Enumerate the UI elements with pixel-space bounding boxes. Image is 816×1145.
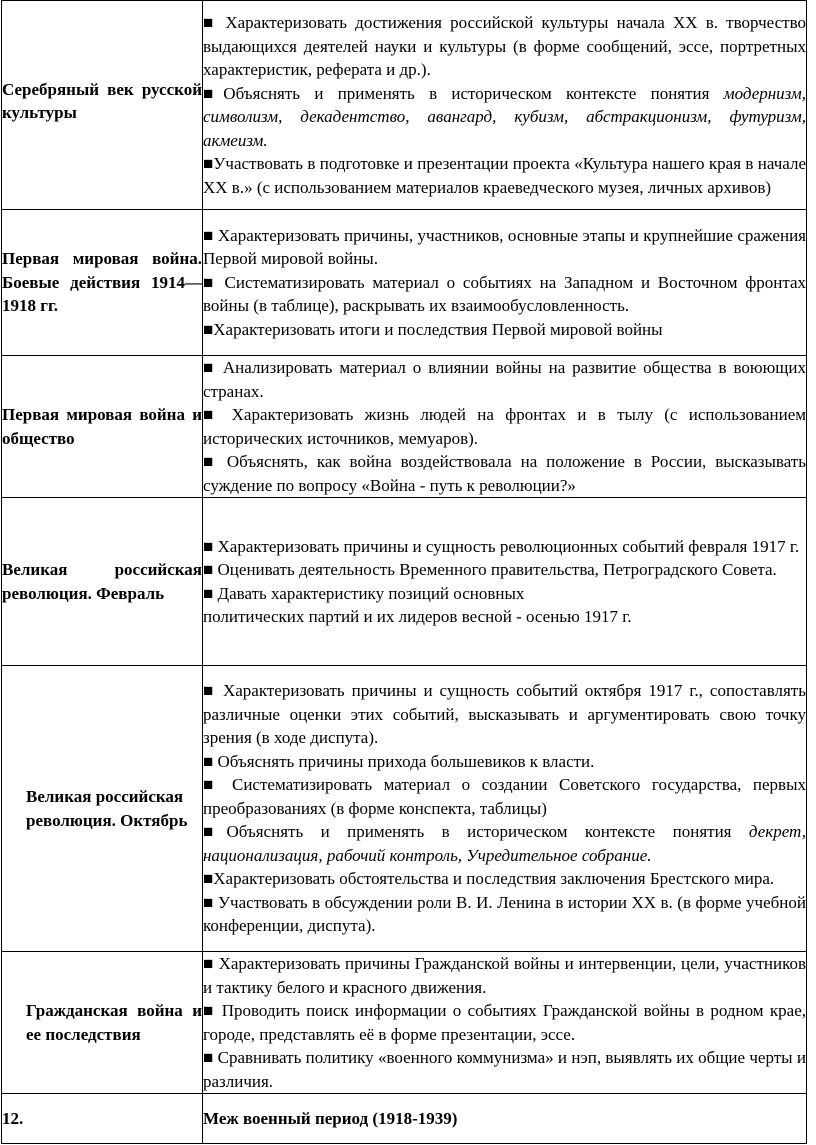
outcome-item: ■Характеризовать обстоятельства и последствия заключения Брестского мира.	[203, 869, 775, 889]
table-row	[2, 356, 807, 498]
outcomes-cell	[203, 666, 807, 952]
outcome-item: ■ Объяснять причины прихода большевиков к власти.	[203, 751, 595, 771]
outcomes-cell	[203, 952, 807, 1094]
outcome-item: ■Характеризовать итоги и последствия Первой мировой войны	[203, 319, 663, 339]
topic-cell	[2, 1, 203, 210]
outcome-item: ■ Оценивать деятельность Временного правительства, Петроградского Совета.	[203, 560, 777, 579]
outcome-item: ■ Характеризовать причины Гражданской войны и интервенции, цели, участников и тактику белого и красного движения.	[203, 954, 806, 997]
outcome-item: ■Объяснять и применять в историческом контексте понятия модернизм, символизм, декадентство, авангард, кубизм, абстракционизм, футуризм, акмеизм.	[203, 83, 806, 150]
topic-cell	[2, 498, 203, 666]
outcome-item: ■ Характеризовать достижения российской культуры начала XX в. творчество выдающихся деятелей науки и культуры (в форме сообщений, эссе, портретных характеристик, реферата и др.).	[203, 13, 806, 79]
topic-label-text: Великая российская революция. Октябрь	[26, 787, 188, 830]
outcome-item: политических партий и их лидеров весной - осенью 1917 г.	[203, 607, 632, 626]
topic-label-text: Гражданская война и ее последствия	[26, 1001, 202, 1044]
outcome-item: ■ Объяснять, как война воздействовала на положение в России, высказывать суждение по вопросу «Война - путь к революции?»	[203, 452, 806, 495]
topic-label	[2, 785, 202, 832]
topic-cell	[2, 356, 203, 498]
outcome-item: ■ Систематизировать материал о событиях на Западном и Восточном фронтах войны (в таблице), раскрывать их взаимообусловленность.	[203, 272, 806, 316]
topic-label: Первая мировая война. Боевые действия 1914—1918 гг.	[2, 249, 202, 316]
topic-cell	[2, 952, 203, 1094]
section-title: Меж военный период (1918-1939)	[203, 1094, 807, 1144]
table-row	[2, 952, 807, 1094]
topic-label: Серебряный век русской культуры	[2, 79, 202, 122]
topic-label: Великая российская революция. Февраль	[2, 560, 202, 603]
outcomes-cell	[203, 1, 807, 210]
outcome-item: ■ Давать характеристику позиций основных	[203, 583, 525, 603]
table-row	[2, 498, 807, 666]
outcome-item: ■ Систематизировать материал о создании Советского государства, первых преобразованиях (в форме конспекта, таблицы)	[203, 775, 806, 818]
outcomes-cell	[203, 498, 807, 666]
topic-cell	[2, 210, 203, 356]
outcome-item: ■ Проводить поиск информации о событиях Гражданской войны в родном крае, городе, представлять её в форме презентации, эссе.	[203, 1001, 806, 1044]
table-row	[2, 210, 807, 356]
outcome-item: ■ Участвовать в обсуждении роли В. И. Ленина в истории XX в. (в форме учебной конференции, диспута).	[203, 892, 806, 936]
section-number: 12.	[2, 1094, 203, 1144]
outcome-item: ■ Анализировать материал о влиянии войны на развитие общества в воюющих странах.	[203, 358, 806, 401]
outcome-item: ■ Характеризовать причины и сущность революционных событий февраля 1917 г.	[203, 536, 800, 556]
outcome-item: ■Участвовать в подготовке и презентации проекта «Культура нашего края в начале XX в.» (с использованием материалов краеведческого музея, личных архивов)	[203, 154, 806, 197]
curriculum-table	[1, 0, 807, 1144]
topic-label: Первая мировая война и общество	[2, 405, 202, 448]
table-row	[2, 666, 807, 952]
table-row	[2, 1, 807, 210]
outcome-item: ■Объяснять и применять в историческом контексте понятия декрет, национализация, рабочий контроль, Учредительное собрание.	[203, 822, 806, 865]
outcome-item: ■ Сравнивать политику «военного коммунизма» и нэп, выявлять их общие черты и различия.	[203, 1048, 806, 1091]
outcome-item: ■ Характеризовать причины, участников, основные этапы и крупнейшие сражения Первой мировой войны.	[203, 225, 806, 269]
outcome-item: ■ Характеризовать причины и сущность событий октября 1917 г., сопоставлять различные оценки этих событий, высказывать и аргументировать свою точку зрения (в ходе диспута).	[203, 681, 806, 748]
topic-cell	[2, 666, 203, 952]
table-row	[2, 1094, 807, 1144]
outcomes-cell	[203, 210, 807, 356]
outcomes-cell	[203, 356, 807, 498]
outcome-item: ■ Характеризовать жизнь людей на фронтах и в тылу (с использованием исторических источников, мемуаров).	[203, 405, 806, 448]
topic-label	[2, 999, 202, 1046]
